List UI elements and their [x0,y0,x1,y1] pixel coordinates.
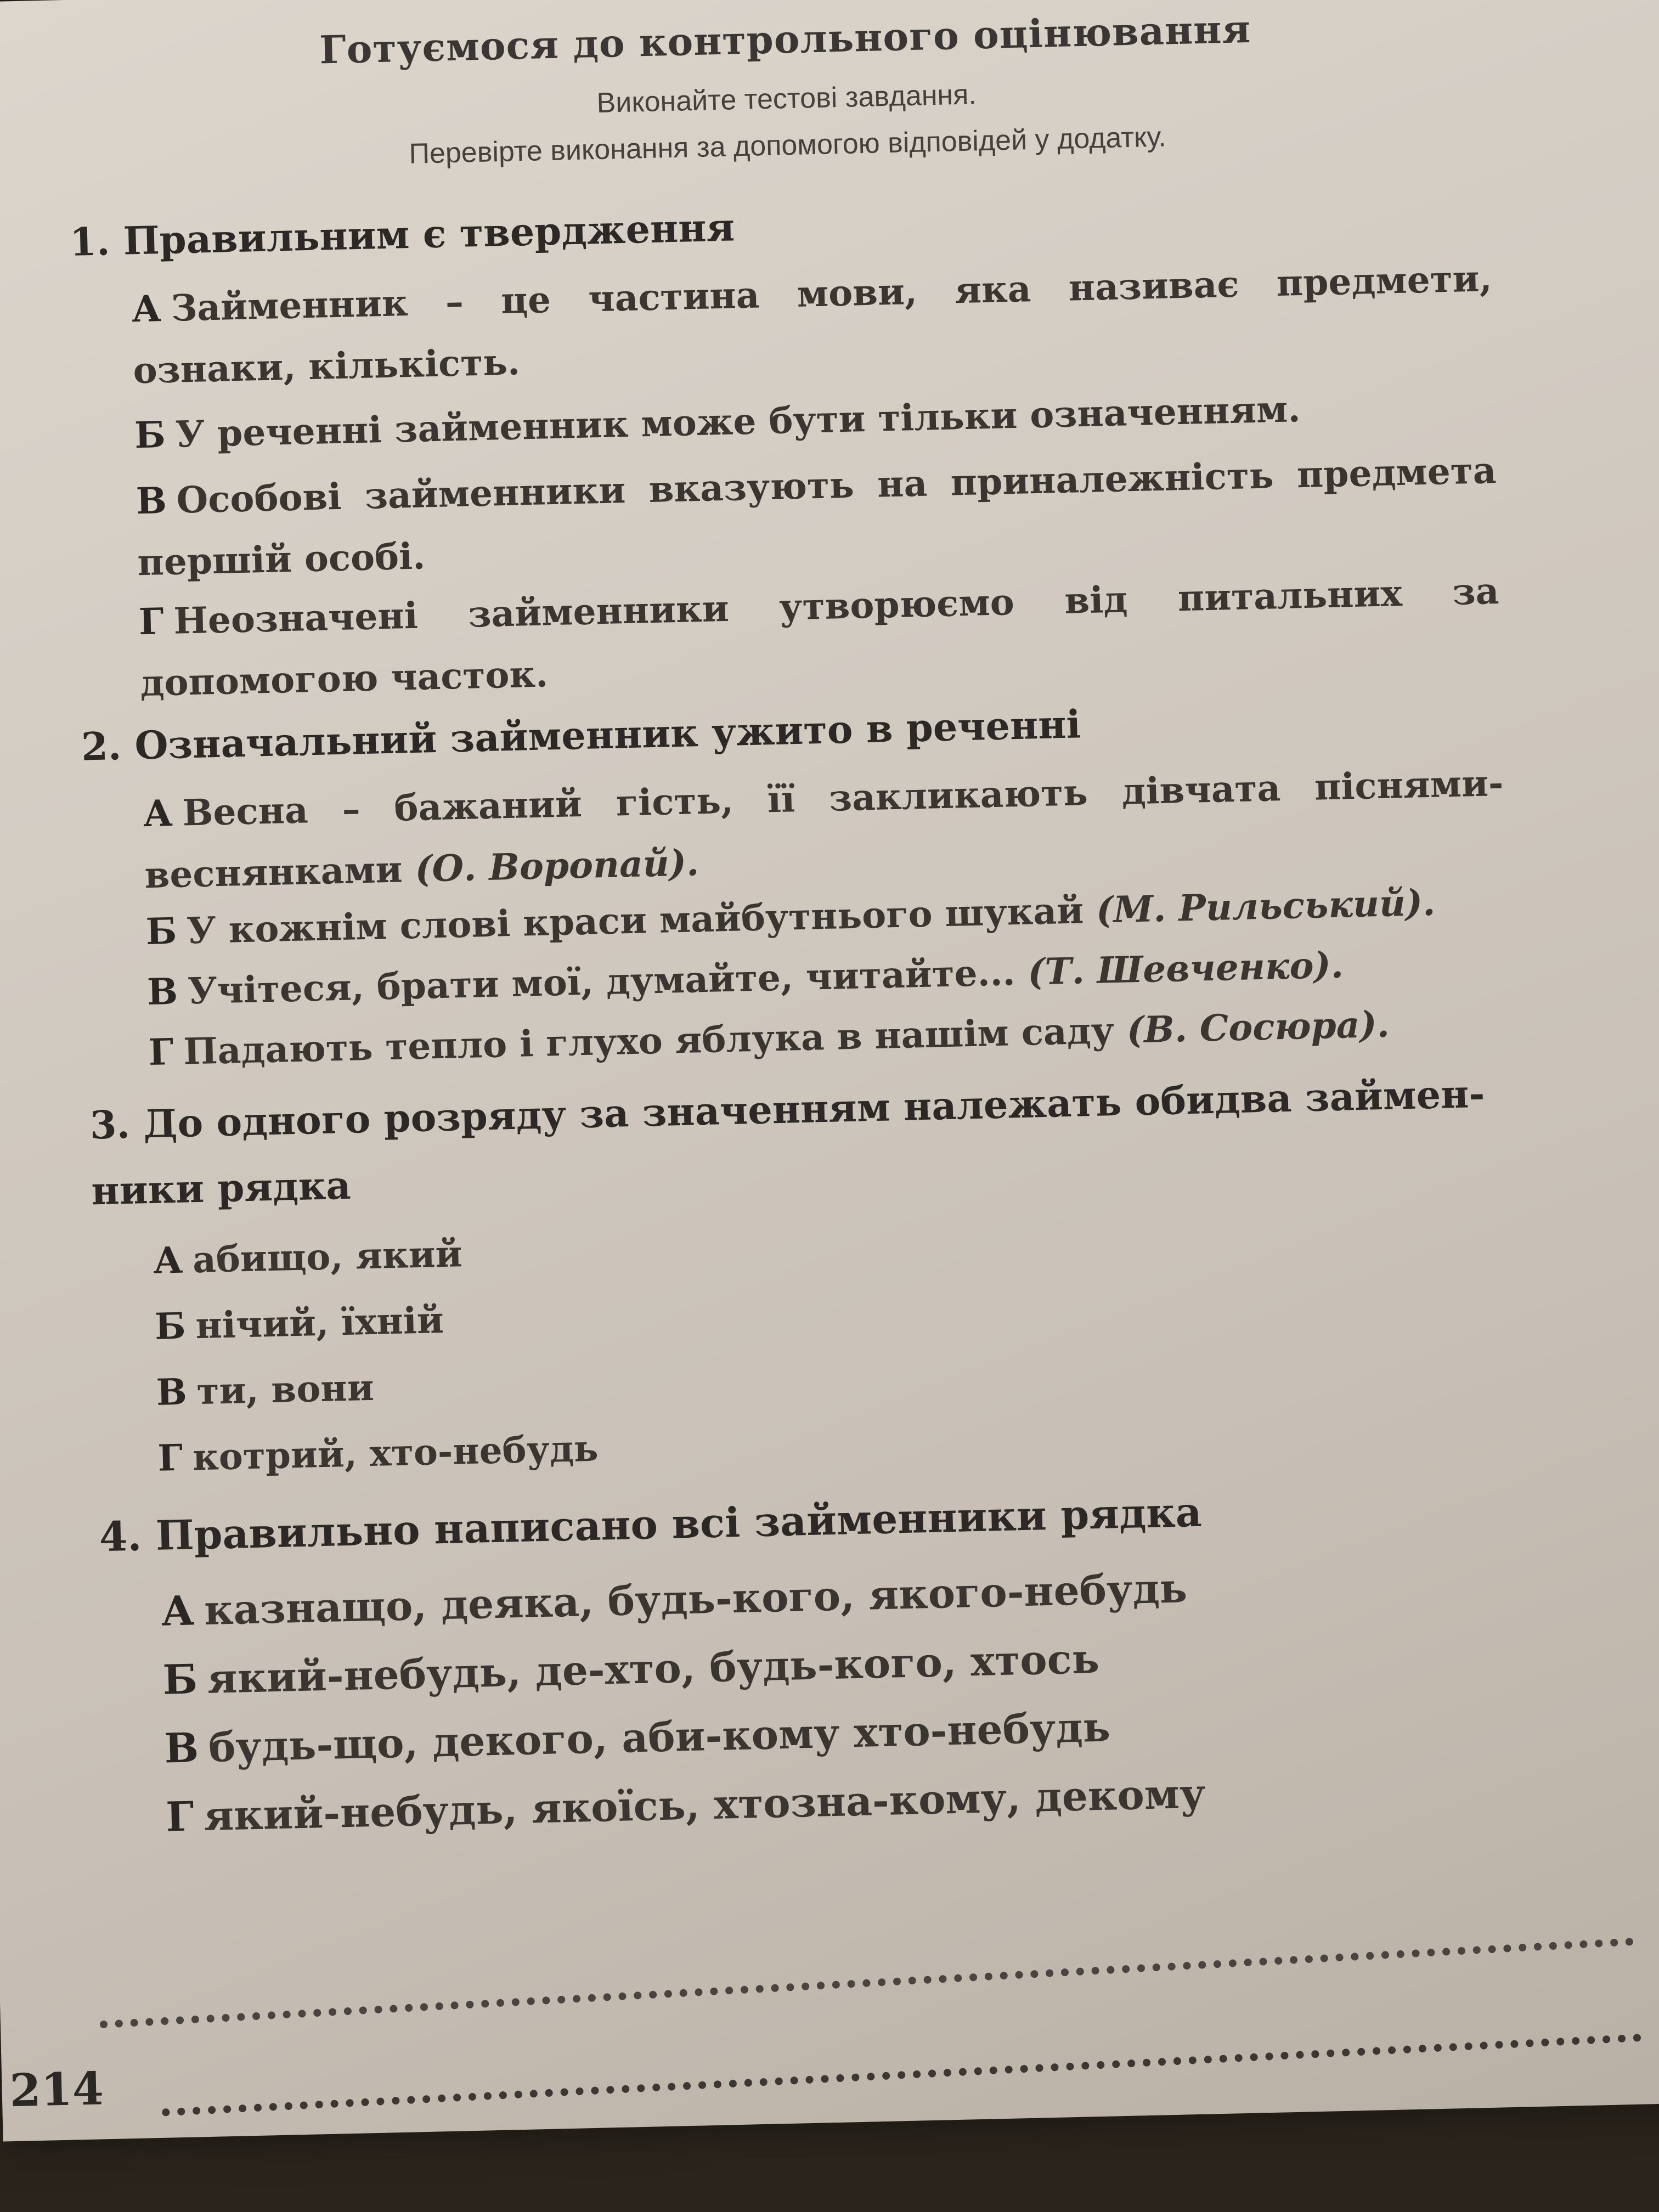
option-text: Займенник – це частина мови, яка називає предмети, ознаки, кількість. [132,257,1493,392]
option-letter: В [146,969,178,1014]
option-letter: А [143,791,173,836]
option-author: (О. Воропай). [414,841,699,890]
question-3-heading: 3. До одного розряду за значенням належать обидва займен- [89,1070,1486,1148]
option-text: Падають тепло і глухо яблука в нашім саду [183,1009,1115,1073]
option-letter: Г [148,1030,174,1074]
option-text: будь-що, декого, аби-кому хто-небудь [208,1703,1111,1771]
footer-dotted-line [161,2026,1641,2117]
option-letter: Г [165,1793,195,1841]
option-letter: Б [134,413,166,457]
option-letter: В [155,1370,188,1414]
option-text: котрий, хто-небудь [192,1426,599,1479]
option-text: ти, вони [196,1365,375,1413]
option-author: (Т. Шевченко). [1027,943,1344,994]
dotted-divider [99,1927,1634,2028]
page-number: 214 [9,2062,104,2118]
option-author: (В. Сосюра). [1126,1002,1390,1052]
option-letter: В [136,478,167,523]
option-letter: Б [145,909,178,953]
option-text: Особові займенники вказують на приналежність предмета першій особі. [137,448,1497,584]
option-text: абищо, який [192,1232,463,1282]
option-letter: Б [154,1304,187,1348]
option-text: У кожнім слові краси майбутнього шукай [186,889,1084,952]
option-letter: А [153,1238,184,1282]
option-text: нічий, їхній [195,1298,444,1347]
question-4-heading: 4. Правильно написано всі займенники рядка [98,1488,1203,1561]
page-title: Готуємося до контрольного оцінювання [319,5,1251,73]
option-text: Неозначені займенники утворюємо від питальних за допомогою часток. [139,569,1500,705]
option-text: У реченні займенник може бути тільки означенням. [174,387,1301,456]
option-letter: Б [162,1656,198,1704]
option-letter: Г [138,600,165,644]
option-text: який-небудь, де-хто, будь-кого, хтось [206,1635,1100,1703]
option-letter: Г [157,1436,184,1480]
option-text: Учітеся, брати мої, думайте, читайте... [187,951,1016,1013]
question-3-heading-continued: ники рядка [91,1162,352,1214]
page-subtitle-instructions: Перевірте виконання за допомогою відповідей у додатку. [408,121,1167,170]
option-letter: А [131,287,162,331]
page-subtitle: Виконайте тестові завдання. [596,78,977,120]
option-text: казнащо, деяка, будь-кого, якого-небудь [204,1565,1188,1634]
option-text: який-небудь, якоїсь, хтозна-кому, декому [203,1770,1206,1841]
option-author: (М. Рильський). [1096,881,1436,932]
option-text: Весна – бажаний гість, її закликають дівчата піснями-веснянками [144,761,1504,897]
option-letter: В [163,1724,200,1773]
question-1-heading: 1. Правильним є твердження [69,204,736,265]
option-letter: А [160,1587,195,1635]
question-2-heading: 2. Означальний займенник ужито в реченні [81,701,1081,770]
